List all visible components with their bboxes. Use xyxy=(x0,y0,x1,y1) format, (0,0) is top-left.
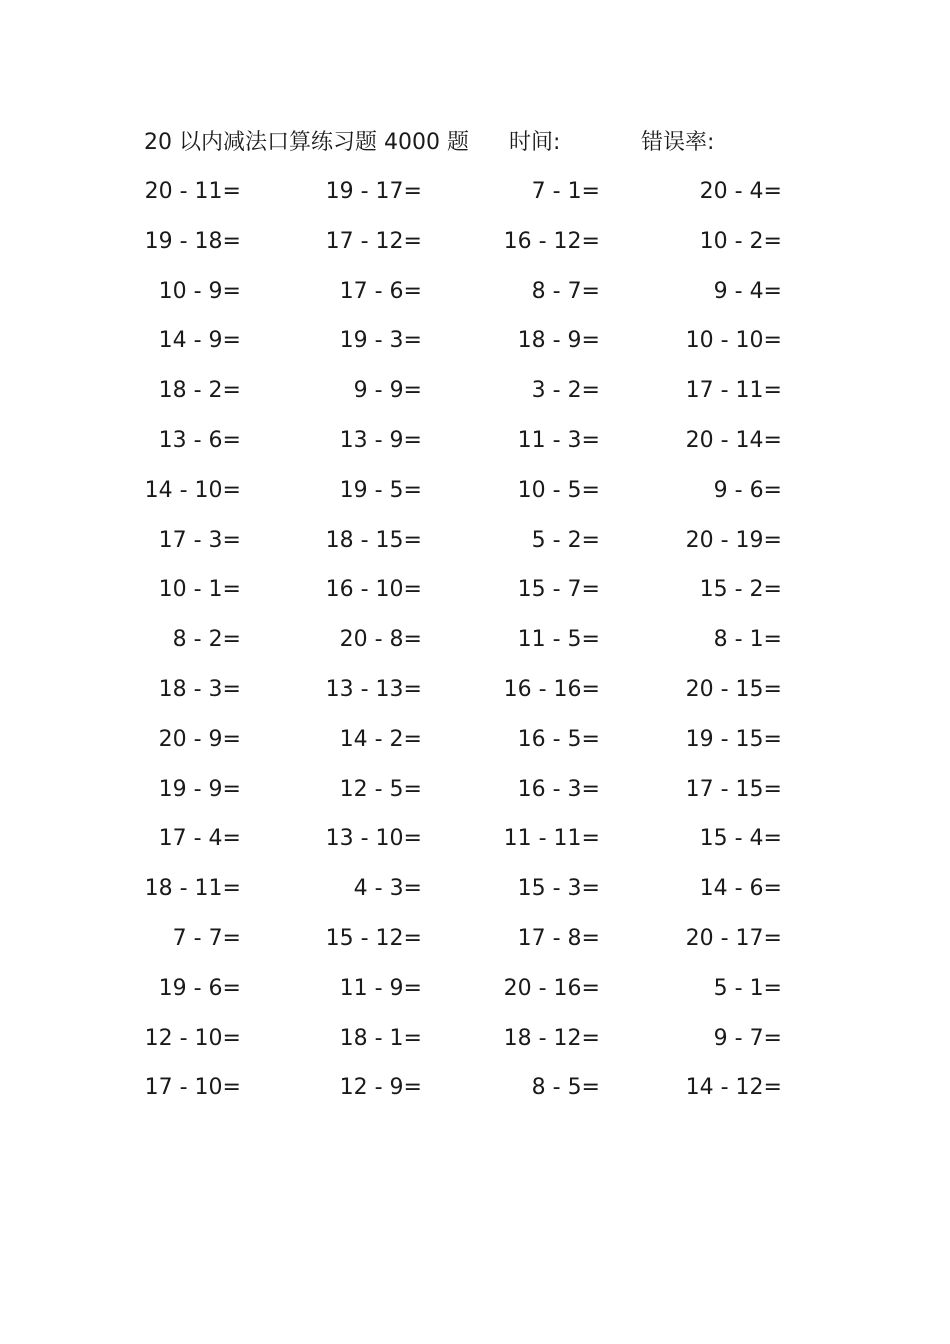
problem: 15 - 7= xyxy=(517,577,600,603)
problem: 15 - 2= xyxy=(699,577,782,603)
problem-row xyxy=(0,971,950,1021)
problem: 15 - 3= xyxy=(517,876,600,902)
problem: 12 - 5= xyxy=(339,776,422,802)
problem: 17 - 6= xyxy=(339,278,422,304)
problem: 11 - 11= xyxy=(503,826,600,852)
problem: 20 - 15= xyxy=(685,676,782,702)
problem: 13 - 6= xyxy=(158,427,241,453)
problem: 9 - 4= xyxy=(713,278,782,304)
worksheet-title: 20 以内减法口算练习题 4000 题 xyxy=(144,130,469,155)
problem: 11 - 5= xyxy=(517,627,600,653)
problem: 9 - 6= xyxy=(713,477,782,503)
problem: 10 - 1= xyxy=(158,577,241,603)
problem-row xyxy=(0,174,950,224)
problem: 12 - 9= xyxy=(339,1075,422,1101)
problem: 8 - 7= xyxy=(531,278,600,304)
problem: 10 - 5= xyxy=(517,477,600,503)
problem-row xyxy=(0,523,950,573)
problem: 19 - 15= xyxy=(685,726,782,752)
problem-row xyxy=(0,821,950,871)
problem: 16 - 10= xyxy=(325,577,422,603)
problem: 10 - 10= xyxy=(685,328,782,354)
problem: 14 - 6= xyxy=(699,876,782,902)
problem-row xyxy=(0,622,950,672)
problem: 15 - 4= xyxy=(699,826,782,852)
problem: 19 - 18= xyxy=(144,228,241,254)
problem: 20 - 9= xyxy=(158,726,241,752)
error-rate-label: 错误率: xyxy=(641,130,715,155)
problem: 7 - 7= xyxy=(172,925,241,951)
problem: 18 - 2= xyxy=(158,378,241,404)
problem: 9 - 7= xyxy=(713,1025,782,1051)
problem-row xyxy=(0,921,950,971)
problem-row xyxy=(0,572,950,622)
problem: 17 - 10= xyxy=(144,1075,241,1101)
problem: 8 - 5= xyxy=(531,1075,600,1101)
problem: 10 - 9= xyxy=(158,278,241,304)
problem: 18 - 1= xyxy=(339,1025,422,1051)
problem-row xyxy=(0,722,950,772)
problem: 20 - 11= xyxy=(144,179,241,204)
problem: 19 - 3= xyxy=(339,328,422,354)
problem: 14 - 9= xyxy=(158,328,241,354)
problem: 13 - 9= xyxy=(339,427,422,453)
problem: 13 - 13= xyxy=(325,676,422,702)
problem-grid xyxy=(0,174,950,1120)
problem: 20 - 4= xyxy=(699,179,782,204)
problem: 13 - 10= xyxy=(325,826,422,852)
problem: 17 - 15= xyxy=(685,776,782,802)
problem-row xyxy=(0,871,950,921)
time-label: 时间: xyxy=(509,130,561,155)
problem: 19 - 6= xyxy=(158,975,241,1001)
problem: 17 - 12= xyxy=(325,228,422,254)
problem: 12 - 10= xyxy=(144,1025,241,1051)
problem: 11 - 9= xyxy=(339,975,422,1001)
problem-row xyxy=(0,473,950,523)
problem: 20 - 8= xyxy=(339,627,422,653)
problem: 18 - 12= xyxy=(503,1025,600,1051)
problem: 11 - 3= xyxy=(517,427,600,453)
problem: 14 - 10= xyxy=(144,477,241,503)
problem-row xyxy=(0,1070,950,1120)
problem: 19 - 5= xyxy=(339,477,422,503)
problem: 18 - 9= xyxy=(517,328,600,354)
problem: 17 - 11= xyxy=(685,378,782,404)
problem: 19 - 17= xyxy=(325,179,422,204)
problem: 20 - 17= xyxy=(685,925,782,951)
problem-row xyxy=(0,373,950,423)
problem: 16 - 16= xyxy=(503,676,600,702)
problem-row xyxy=(0,224,950,274)
problem: 14 - 12= xyxy=(685,1075,782,1101)
problem: 17 - 3= xyxy=(158,527,241,553)
problem: 17 - 4= xyxy=(158,826,241,852)
problem: 18 - 15= xyxy=(325,527,422,553)
problem: 20 - 16= xyxy=(503,975,600,1001)
problem: 15 - 12= xyxy=(325,925,422,951)
problem: 5 - 2= xyxy=(531,527,600,553)
problem: 14 - 2= xyxy=(339,726,422,752)
problem: 7 - 1= xyxy=(531,179,600,204)
problem-row xyxy=(0,1021,950,1071)
problem: 8 - 1= xyxy=(713,627,782,653)
problem: 18 - 11= xyxy=(144,876,241,902)
problem-row xyxy=(0,672,950,722)
problem: 8 - 2= xyxy=(172,627,241,653)
problem: 9 - 9= xyxy=(353,378,422,404)
problem: 16 - 3= xyxy=(517,776,600,802)
problem: 20 - 14= xyxy=(685,427,782,453)
problem: 3 - 2= xyxy=(531,378,600,404)
problem-row xyxy=(0,274,950,324)
problem: 16 - 12= xyxy=(503,228,600,254)
problem: 18 - 3= xyxy=(158,676,241,702)
problem: 4 - 3= xyxy=(353,876,422,902)
worksheet-header xyxy=(144,126,844,160)
problem-row xyxy=(0,772,950,822)
problem: 16 - 5= xyxy=(517,726,600,752)
problem-row xyxy=(0,423,950,473)
problem: 5 - 1= xyxy=(713,975,782,1001)
problem: 17 - 8= xyxy=(517,925,600,951)
problem: 10 - 2= xyxy=(699,228,782,254)
problem: 19 - 9= xyxy=(158,776,241,802)
problem: 20 - 19= xyxy=(685,527,782,553)
problem-row xyxy=(0,323,950,373)
